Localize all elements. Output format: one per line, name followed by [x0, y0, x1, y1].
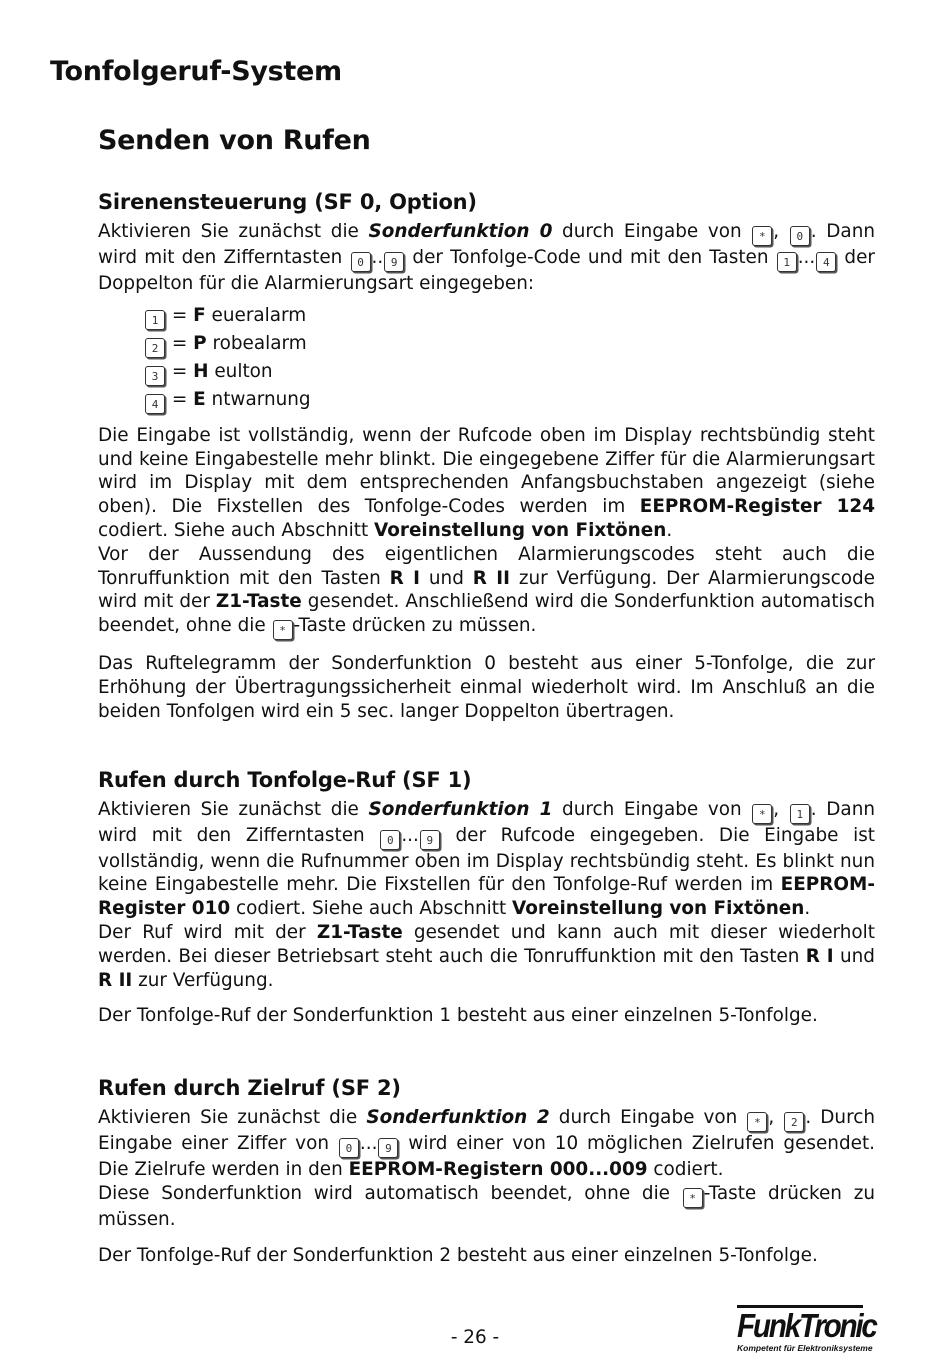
key-1-icon: 1 — [790, 804, 810, 824]
key-star-icon: * — [683, 1188, 703, 1208]
key-star-icon: * — [273, 620, 293, 640]
key-9-icon: 9 — [384, 252, 404, 272]
paragraph-sf2-telegram: Der Tonfolge-Ruf der Sonderfunktion 2 besteht aus einer einzelnen 5-Tonfolge. — [98, 1244, 818, 1266]
heading-sf2: Rufen durch Zielruf (SF 2) — [98, 1076, 401, 1101]
section-sf2 — [98, 1076, 875, 1267]
heading-sf0: Sirenensteuerung (SF 0, Option) — [98, 190, 477, 214]
list-item: 2 = P robealarm — [144, 330, 875, 358]
section-sf1 — [98, 768, 875, 1029]
key-3-icon: 3 — [145, 366, 165, 386]
key-4-icon: 4 — [145, 394, 165, 414]
key-4-icon: 4 — [816, 252, 836, 272]
key-1-icon: 1 — [777, 252, 797, 272]
key-star-icon: * — [747, 1112, 767, 1132]
paragraph-sf2-end: Diese Sonderfunktion wird automatisch beendet, ohne die * -Taste drücken zu müssen. — [98, 1182, 875, 1230]
page-title: Tonfolgeruf-System — [50, 56, 342, 87]
funktronic-logo — [737, 1305, 877, 1353]
page-number: - 26 - — [450, 1327, 500, 1348]
paragraph-sf2-intro: Aktivieren Sie zunächst die Sonderfunktion 2 durch Eingabe von * , 2 . Durch Eingabe einer Ziffer von 0 ... 9 wird einer von 10 möglichen Zielrufen gesendet. Die Zielrufe werden in den EEPROM-Registern 000...009 codiert. — [98, 1107, 876, 1181]
paragraph-sf1-intro: Aktivieren Sie zunächst die Sonderfunktion 1 durch Eingabe von * , 1 . Dann wird mit den Zifferntasten 0 ... 9 der Rufcode eingegeben. Die Eingabe ist vollständig, wenn die Rufnummer oben im Display rechtsbündig steht. Es blinkt nun keine Eingabestelle mehr. Die Fixstellen für den Tonfolge-Ruf werden im EEPROM-Register 010 codiert. Siehe auch Abschnitt Voreinstellung von Fixtönen. — [98, 798, 875, 920]
paragraph-sf0-input: Die Eingabe ist vollständig, wenn der Rufcode oben im Display rechtsbündig steht und keine Eingabestelle mehr blinkt. Die eingegebene Ziffer für die Alarmierungsart wird im Display mit dem entsprechenden Anfangsbuchstaben angezeigt (siehe oben). Die Fixstellen des Tonfolge-Codes werden im EEPROM-Register 124 codiert. Siehe auch Abschnitt Voreinstellung von Fixtönen. — [98, 424, 875, 541]
paragraph-sf0-send: Vor der Aussendung des eigentlichen Alarmierungscodes steht auch die Tonruffunktion mit den Tasten R I und R II zur Verfügung. Der Alarmierungscode wird mit der Z1-Taste gesendet. Anschließend wird die Sonderfunktion automatisch beendet, ohne die * -Taste drücken zu müssen. — [98, 543, 875, 640]
emphasis-sonderfunktion: Sonderfunktion 0 — [368, 221, 553, 242]
list-item: 4 = E ntwarnung — [144, 386, 875, 414]
section-sf0 — [98, 190, 875, 724]
list-item: 1 = F eueralarm — [144, 302, 875, 330]
paragraph-sf1-send: Der Ruf wird mit der Z1-Taste gesendet und kann auch mit dieser wiederholt werden. Bei dieser Betriebsart steht auch die Tonruffunktion mit den Tasten R I und R II zur Verfügung. — [98, 921, 875, 991]
main-content — [98, 125, 875, 1316]
key-0-icon: 0 — [380, 830, 400, 850]
key-2-icon: 2 — [145, 338, 165, 358]
key-0-icon: 0 — [790, 226, 810, 246]
paragraph-sf0-telegram: Das Ruftelegramm der Sonderfunktion 0 besteht aus einer 5-Tonfolge, die zur Erhöhung der Übertragungssicherheit einmal wiederholt wird. Im Anschluß an die beiden Tonfolgen wird ein 5 sec. langer Doppelton übertragen. — [98, 653, 875, 722]
paragraph-sf0-intro: Aktivieren Sie zunächst die Sonderfunktion 0 durch Eingabe von * , 0 . Dann wird mit den Zifferntasten 0 .. 9 der Tonfolge-Code und mit den Tasten 1 ... 4 der Doppelton für die Alarmierungsart eingegeben: — [98, 221, 875, 294]
key-9-icon: 9 — [378, 1138, 398, 1158]
key-9-icon: 9 — [420, 830, 440, 850]
paragraph-sf1-telegram: Der Tonfolge-Ruf der Sonderfunktion 1 besteht aus einer einzelnen 5-Tonfolge. — [98, 1005, 818, 1027]
key-star-icon: * — [752, 226, 772, 246]
logo-wordmark: FunkTronic — [737, 1307, 876, 1344]
section-title: Senden von Rufen — [98, 125, 371, 156]
alarm-type-list — [144, 302, 875, 414]
heading-sf1: Rufen durch Tonfolge-Ruf (SF 1) — [98, 767, 472, 792]
list-item: 3 = H eulton — [144, 358, 875, 386]
key-star-icon: * — [752, 804, 772, 824]
key-1-icon: 1 — [145, 310, 165, 330]
key-0-icon: 0 — [339, 1138, 359, 1158]
logo-tagline: Kompetent für Elektroniksysteme — [737, 1343, 873, 1353]
key-2-icon: 2 — [784, 1112, 804, 1132]
key-0-icon: 0 — [351, 252, 371, 272]
